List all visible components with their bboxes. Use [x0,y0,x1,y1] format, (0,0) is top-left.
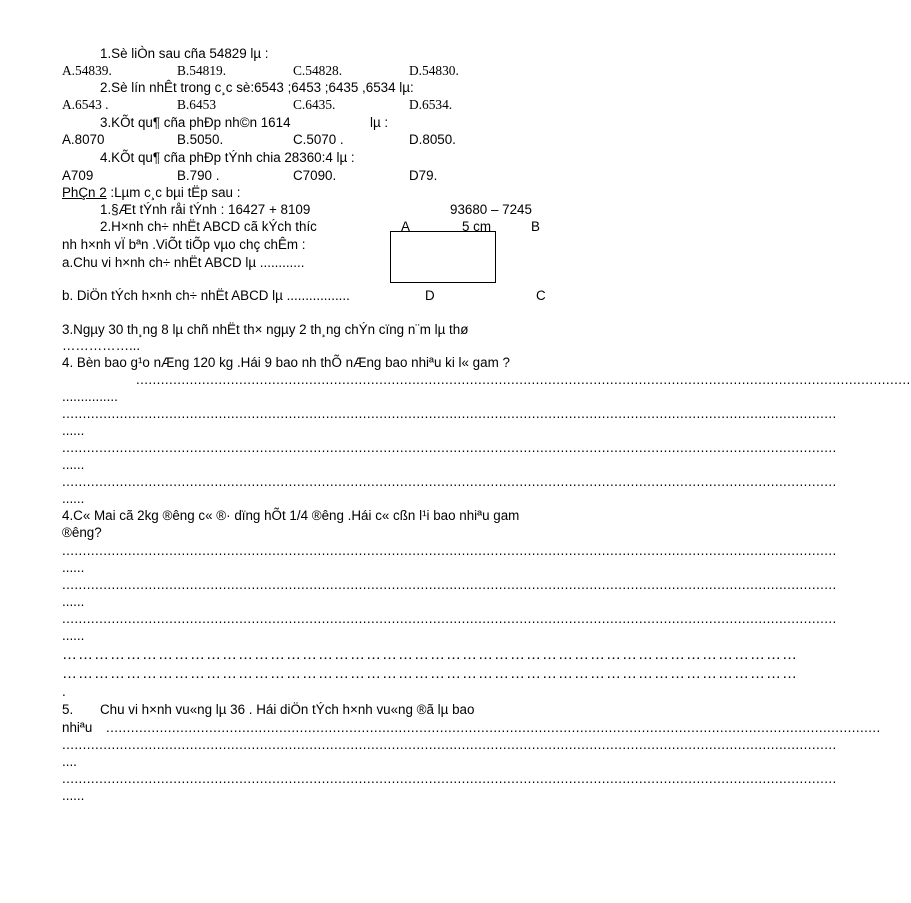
answer-line-end: ...... [62,594,85,609]
q4-option-b: B.790 . [177,168,220,183]
part-2-label: PhÇn 2 [62,185,107,200]
part-2-instruction: :Lµm c¸c bµi tËp sau : [106,185,241,200]
problem-3: 3.Ngµy 30 th¸ng 8 lµ chñ nhËt th× ngµy 2 th¸ng chÝn cïng n¨m lµ thø [62,322,469,337]
answer-line-end: ...... [62,423,85,438]
question-1: 1.Sè liÒn sau cña 54829 lµ : [100,46,269,61]
q4-option-d: D79. [409,168,438,183]
q2-option-b: B.6453 [177,97,217,112]
answer-line-bold: ………………………………………………………………………………………………………………………… [62,646,798,663]
answer-line-end: ...... [62,628,85,643]
answer-line-end: ...... [62,457,85,472]
part-2-heading [62,185,240,201]
answer-line: ............................................................................................................................................................................................ [106,720,881,735]
rect-label-a: A [401,219,410,234]
answer-line: ............................................................................................................................................................................................ [136,372,911,387]
problem-4c: 4.C« Mai cã 2kg ®êng c« ®· dïng hÕt 1/4 ®êng .Hái c« cßn l¹i bao nhiªu gam [62,508,520,523]
answer-line-end: .... [62,754,77,769]
problem-1-b: 93680 – 7245 [450,202,532,217]
problem-2-b: b. DiÖn tÝch h×nh ch÷ nhËt ABCD lµ ................. [62,288,350,303]
question-3: 3.KÕt qu¶ cña phÐp nh©n 1614 [100,115,291,130]
question-4: 4.KÕt qu¶ cña phÐp tÝnh chia 28360:4 lµ : [100,150,355,165]
answer-line: ............................................................................................................................................................................................ [62,543,837,558]
rectangle-abcd-figure [390,231,496,283]
rect-label-d: D [425,288,435,303]
rect-label-5cm: 5 cm [462,219,492,234]
answer-line: ............................................................................................................................................................................................ [62,406,837,421]
q4-option-c: C7090. [293,168,337,183]
answer-line-end: ...... [62,788,85,803]
q1-option-d: D.54830. [409,63,459,78]
q4-option-a: A709 [62,168,94,183]
problem-5-continued: nhiªu [62,720,93,735]
problem-2: 2.H×nh ch÷ nhËt ABCD cã kÝch thíc [100,219,317,234]
answer-line: ............................................................................................................................................................................................ [62,737,837,752]
question-3-tail: lµ : [370,115,389,130]
answer-line-end-period: . [62,684,66,699]
q3-option-b: B.5050. [177,132,224,147]
q2-option-d: D.6534. [409,97,453,112]
answer-line: ............................................................................................................................................................................................ [62,440,837,455]
answer-line: ............................................................................................................................................................................................ [62,611,837,626]
answer-line: ............................................................................................................................................................................................ [62,474,837,489]
q3-option-d: D.8050. [409,132,456,147]
problem-3-dots: ……………... [62,338,141,353]
answer-line-end: ...... [62,560,85,575]
problem-4: 4. Bèn bao g¹o nÆng 120 kg .Hái 9 bao nh thÕ nÆng bao nhiªu ki l« gam ? [62,355,510,370]
problem-2-a: a.Chu vi h×nh ch÷ nhËt ABCD lµ ............ [62,255,305,270]
answer-line-end: ............... [62,389,118,404]
q1-option-c: C.54828. [293,63,343,78]
q3-option-c: C.5070 . [293,132,344,147]
answer-line-bold: ………………………………………………………………………………………………………………………… [62,665,798,682]
q1-option-b: B.54819. [177,63,227,78]
rect-label-b: B [531,219,540,234]
answer-line: ............................................................................................................................................................................................ [62,577,837,592]
problem-4c-continued: ®êng? [62,525,102,540]
answer-line-end: ...... [62,491,85,506]
answer-line: ............................................................................................................................................................................................ [62,771,837,786]
problem-1: 1.§Æt tÝnh råi tÝnh : 16427 + 8109 [100,202,311,217]
problem-5: Chu vi h×nh vu«ng lµ 36 . Hái diÖn tÝch h×nh vu«ng ®ã lµ bao [100,702,475,717]
problem-5-number: 5. [62,702,74,717]
question-2: 2.Sè lín nhÊt trong c¸c sè:6543 ;6453 ;6435 ,6534 lµ: [100,80,414,95]
q1-option-a: A.54839. [62,63,112,78]
q2-option-c: C.6435. [293,97,336,112]
q2-option-a: A.6543 . [62,97,109,112]
q3-option-a: A.8070 [62,132,105,147]
rect-label-c: C [536,288,546,303]
problem-2-continued: nh h×nh vÏ bªn .ViÕt tiÕp vµo chç chÊm : [62,237,306,252]
